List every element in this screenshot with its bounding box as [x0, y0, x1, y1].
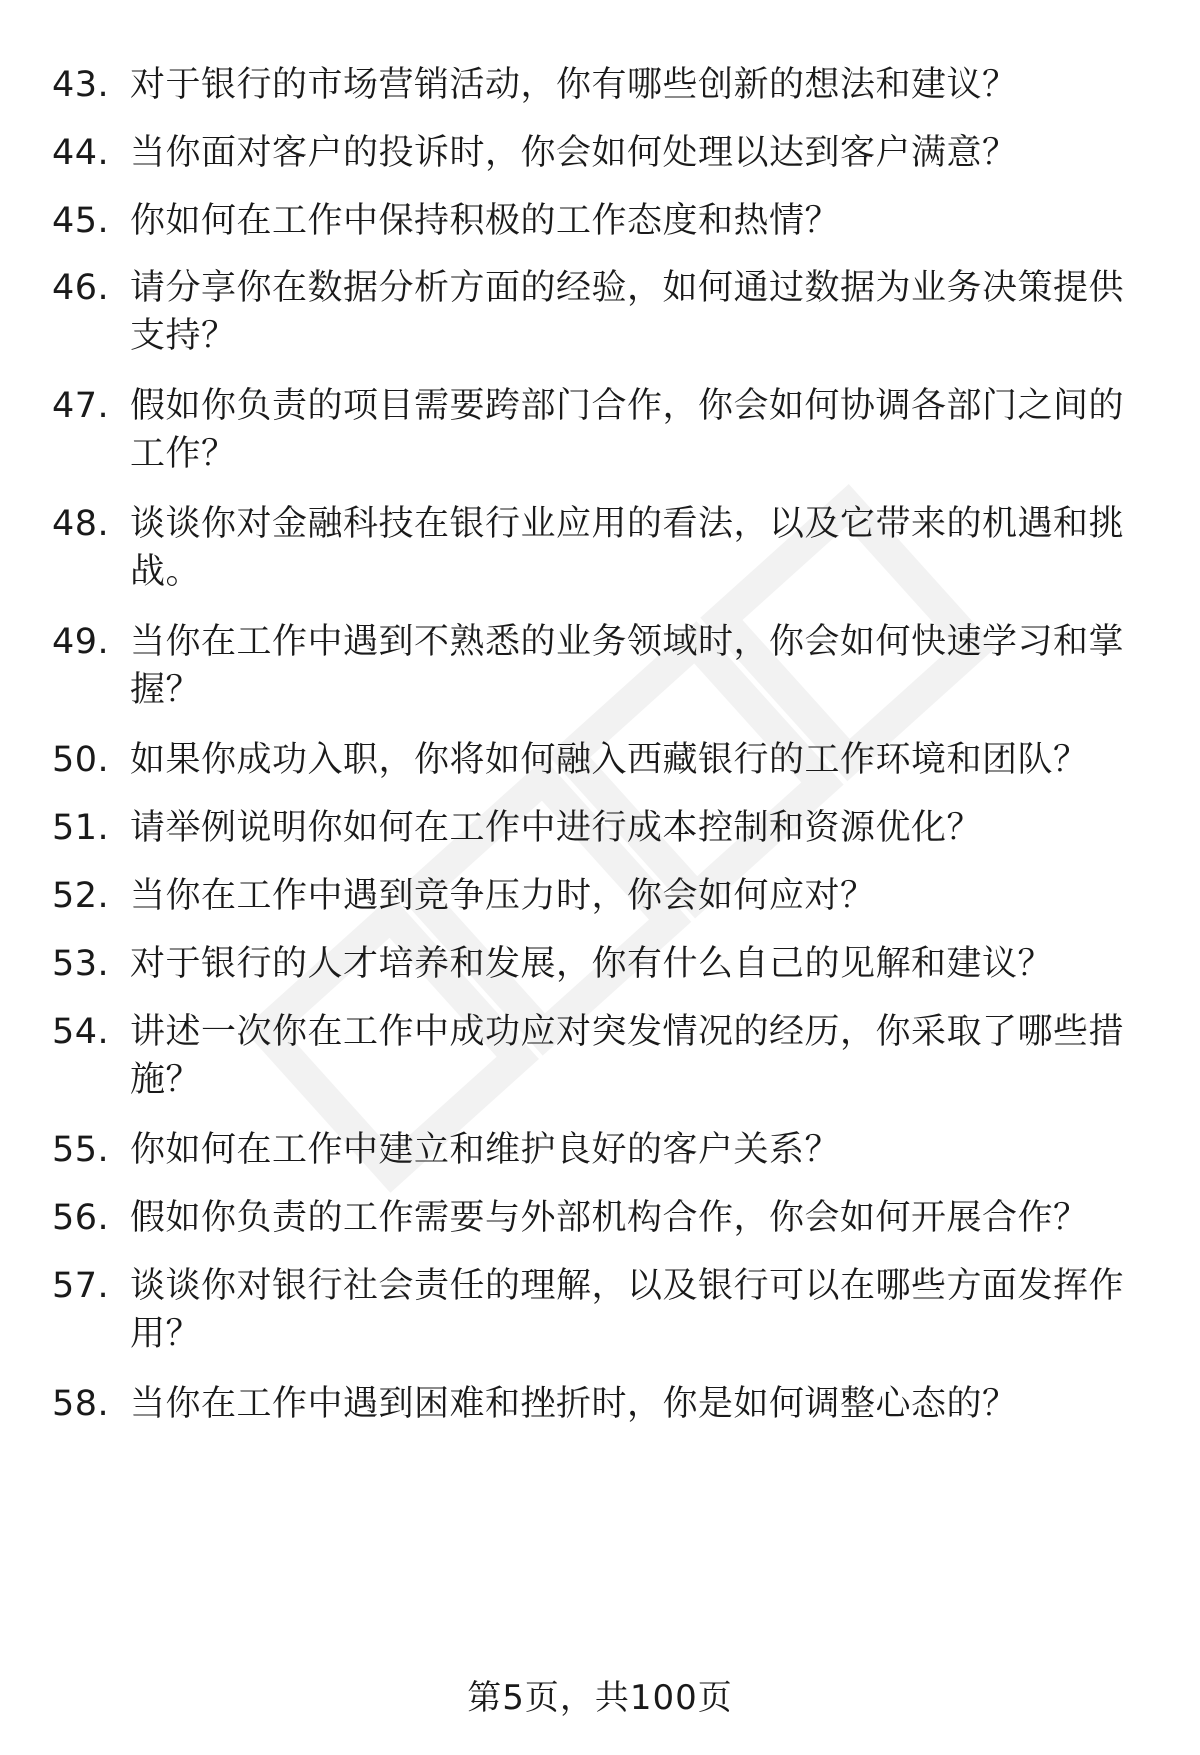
question-text: 当你面对客户的投诉时，你会如何处理以达到客户满意？: [130, 133, 1018, 173]
question-number: 52.: [52, 876, 110, 916]
question-item: [52, 1262, 1142, 1358]
question-text: 当你在工作中遇到困难和挫折时，你是如何调整心态的？: [130, 1384, 1018, 1424]
question-text: 谈谈你对银行社会责任的理解，以及银行可以在哪些方面发挥作用？: [130, 1266, 1125, 1354]
question-number: 46.: [52, 268, 110, 308]
question-number: 58.: [52, 1384, 110, 1424]
question-number: 47.: [52, 386, 110, 426]
question-item: [52, 804, 1142, 852]
question-number: 56.: [52, 1198, 110, 1238]
question-item: [52, 1126, 1142, 1174]
question-number: 43.: [52, 65, 110, 105]
question-number: 51.: [52, 808, 110, 848]
question-item: [52, 264, 1142, 360]
question-item: [52, 618, 1142, 714]
question-text: 请分享你在数据分析方面的经验，如何通过数据为业务决策提供支持？: [130, 268, 1125, 356]
question-text: 对于银行的人才培养和发展，你有什么自己的见解和建议？: [130, 944, 1054, 984]
question-text: 假如你负责的工作需要与外部机构合作，你会如何开展合作？: [130, 1198, 1089, 1238]
question-number: 57.: [52, 1266, 110, 1306]
question-text: 假如你负责的项目需要跨部门合作，你会如何协调各部门之间的工作？: [130, 386, 1125, 474]
question-item: [52, 736, 1142, 784]
question-item: [52, 872, 1142, 920]
question-number: 44.: [52, 133, 110, 173]
question-item: [52, 500, 1142, 596]
question-text: 你如何在工作中保持积极的工作态度和热情？: [130, 201, 841, 241]
question-text: 对于银行的市场营销活动，你有哪些创新的想法和建议？: [130, 65, 1018, 105]
question-number: 54.: [52, 1012, 110, 1052]
question-number: 45.: [52, 201, 110, 241]
question-item: [52, 382, 1142, 478]
question-number: 48.: [52, 504, 110, 544]
question-number: 49.: [52, 622, 110, 662]
question-number: 50.: [52, 740, 110, 780]
question-text: 谈谈你对金融科技在银行业应用的看法，以及它带来的机遇和挑战。: [130, 504, 1125, 592]
question-number: 53.: [52, 944, 110, 984]
question-text: 请举例说明你如何在工作中进行成本控制和资源优化？: [130, 808, 983, 848]
question-item: [52, 1008, 1142, 1104]
question-text: 你如何在工作中建立和维护良好的客户关系？: [130, 1130, 841, 1170]
question-item: [52, 940, 1142, 988]
question-text: 当你在工作中遇到竞争压力时，你会如何应对？: [130, 876, 876, 916]
question-number: 55.: [52, 1130, 110, 1170]
question-item: [52, 61, 1142, 109]
question-item: [52, 1194, 1142, 1242]
question-text: 当你在工作中遇到不熟悉的业务领域时，你会如何快速学习和掌握？: [130, 622, 1125, 710]
question-text: 如果你成功入职，你将如何融入西藏银行的工作环境和团队？: [130, 740, 1089, 780]
question-item: [52, 129, 1142, 177]
question-item: [52, 1380, 1142, 1428]
page-number-footer: 第5页，共100页: [467, 1678, 733, 1718]
question-text: 讲述一次你在工作中成功应对突发情况的经历，你采取了哪些措施？: [130, 1012, 1125, 1100]
question-item: [52, 197, 1142, 245]
